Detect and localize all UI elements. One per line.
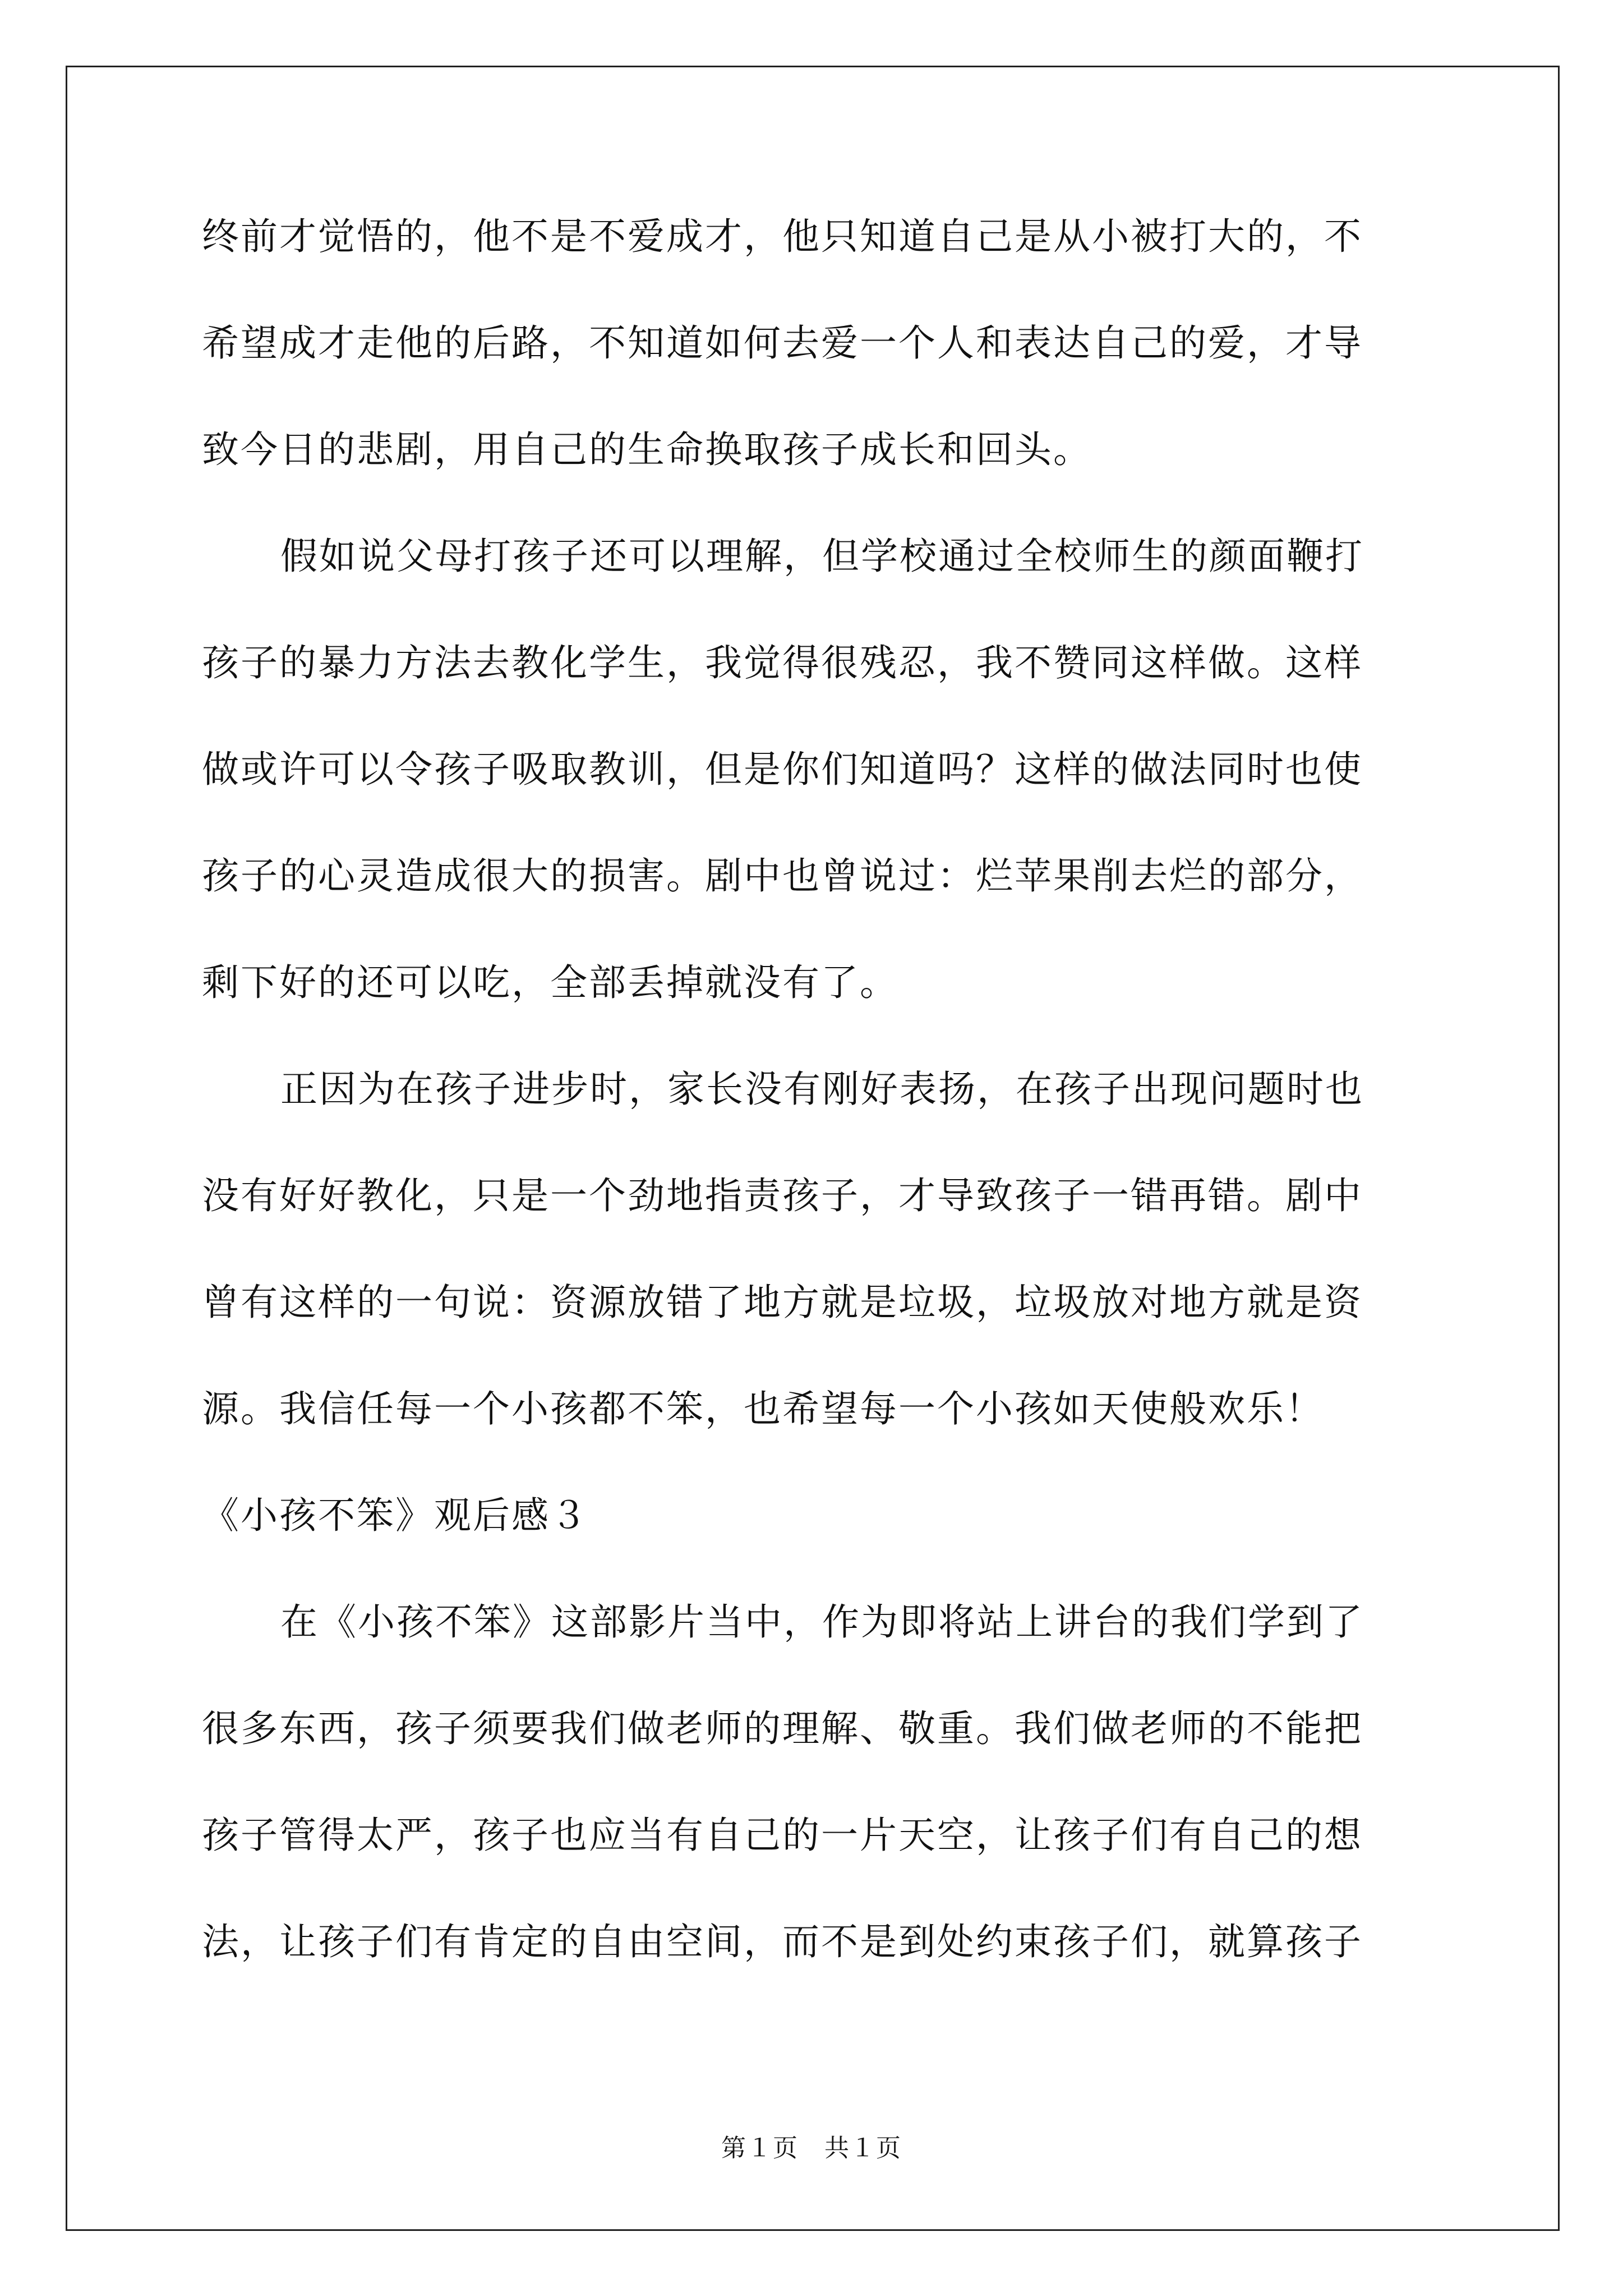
text-line: 做或许可以令孩子吸取教训，但是你们知道吗？这样的做法同时也使 [202,748,1363,791]
text-line: 没有好好教化，只是一个劲地指责孩子，才导致孩子一错再错。剧中 [202,1174,1363,1217]
text-line: 孩子的暴力方法去教化学生，我觉得很残忍，我不赞同这样做。这样 [202,641,1363,684]
text-line: 曾有这样的一句说：资源放错了地方就是垃圾，垃圾放对地方就是资 [202,1281,1363,1324]
text-line: 致今日的悲剧，用自己的生命换取孩子成长和回头。 [202,428,1092,471]
paragraph-start-line: 正因为在孩子进步时，家长没有刚好表扬，在孩子出现问题时也 [280,1068,1364,1111]
text-line: 法，让孩子们有肯定的自由空间，而不是到处约束孩子们，就算孩子 [202,1920,1363,1963]
text-line: 很多东西，孩子须要我们做老师的理解、敬重。我们做老师的不能把 [202,1707,1363,1750]
document-body [202,209,1422,2021]
text-line: 孩子管得太严，孩子也应当有自己的一片天空，让孩子们有自己的想 [202,1814,1363,1857]
section-heading: 《小孩不笨》观后感３ [202,1494,589,1537]
paragraph-start-line: 在《小孩不笨》这部影片当中，作为即将站上讲台的我们学到了 [280,1600,1364,1644]
text-line: 希望成才走他的后路，不知道如何去爱一个人和表达自己的爱，才导 [202,321,1363,365]
text-line: 源。我信任每一个小孩都不笨，也希望每一个小孩如天使般欢乐！ [202,1387,1324,1430]
text-line: 剩下好的还可以吃，全部丢掉就没有了。 [202,961,898,1004]
text-line: 终前才觉悟的，他不是不爱成才，他只知道自己是从小被打大的，不 [202,215,1363,258]
text-line: 孩子的心灵造成很大的损害。剧中也曾说过：烂苹果削去烂的部分， [202,854,1363,898]
paragraph-start-line: 假如说父母打孩子还可以理解，但学校通过全校师生的颜面鞭打 [280,535,1364,578]
page-number-footer: 第１页 共１页 [721,2134,902,2162]
